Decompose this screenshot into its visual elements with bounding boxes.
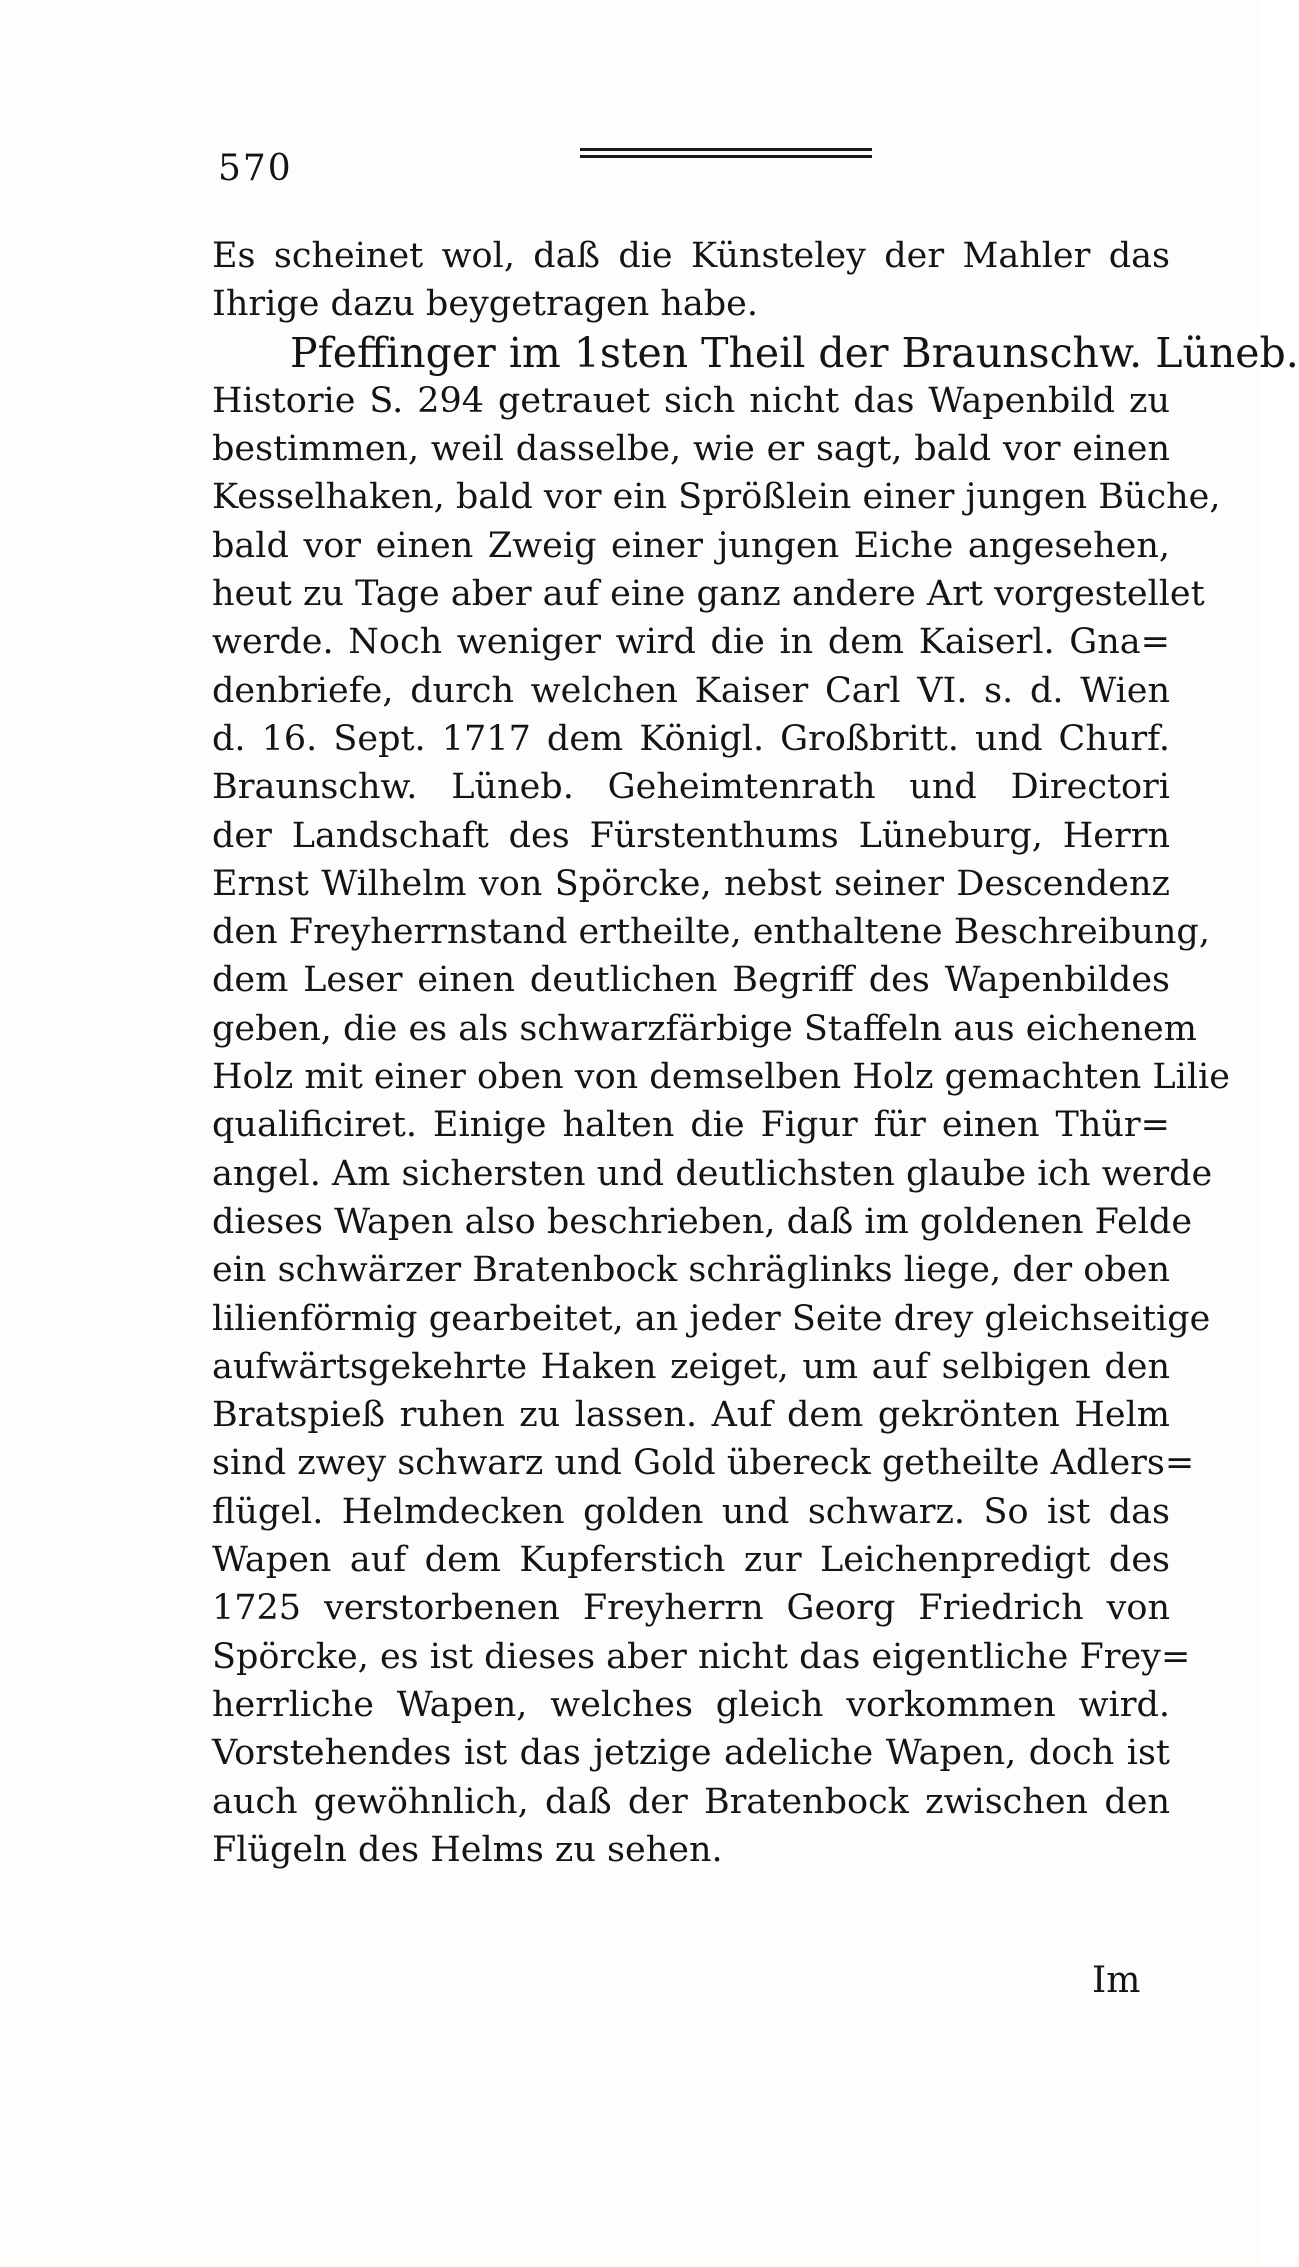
text-line: dem Leser einen deutlichen Begriff des Wapenbildes xyxy=(212,960,1170,1001)
text-line: Spörcke, es ist dieses aber nicht das eigentliche Frey= xyxy=(212,1636,1191,1677)
text-line: werde. Noch weniger wird die in dem Kaiserl. Gna= xyxy=(212,622,1170,663)
text-line: sind zwey schwarz und Gold übereck getheilte Adlers= xyxy=(212,1443,1195,1484)
body-text xyxy=(212,232,1299,1874)
text-line: angel. Am sichersten und deutlichsten glaube ich werde xyxy=(212,1153,1213,1194)
text-line: denbriefe, durch welchen Kaiser Carl VI. s. d. Wien xyxy=(212,670,1170,711)
text-line: der Landschaft des Fürstenthums Lüneburg, Herrn xyxy=(212,815,1170,856)
text-line: Vorstehendes ist das jetzige adeliche Wapen, doch ist xyxy=(212,1733,1170,1774)
text-line: Flügeln des Helms zu sehen. xyxy=(212,1829,723,1870)
text-line: aufwärtsgekehrte Haken zeiget, um auf selbigen den xyxy=(212,1346,1170,1387)
text-line: Es scheinet wol, daß die Künsteley der Mahler das xyxy=(212,236,1170,276)
header-rule-line xyxy=(580,155,872,158)
text-line: bald vor einen Zweig einer jungen Eiche angesehen, xyxy=(212,525,1170,566)
header-rule-line xyxy=(580,148,872,151)
text-line: den Freyherrnstand ertheilte, enthaltene Beschreibung, xyxy=(212,912,1210,953)
text-line: lilienförmig gearbeitet, an jeder Seite drey gleichseitige xyxy=(212,1298,1211,1339)
text-line: bestimmen, weil dasselbe, wie er sagt, bald vor einen xyxy=(212,429,1170,470)
page-number: 570 xyxy=(218,148,293,189)
text-line: auch gewöhnlich, daß der Bratenbock zwischen den xyxy=(212,1781,1170,1822)
text-line: flügel. Helmdecken golden und schwarz. So ist das xyxy=(212,1491,1170,1532)
text-line: 1725 verstorbenen Freyherrn Georg Friedrich von xyxy=(212,1588,1170,1629)
text-line: d. 16. Sept. 1717 dem Königl. Großbritt. und Churf. xyxy=(212,718,1170,759)
text-line: heut zu Tage aber auf eine ganz andere Art vorgestellet xyxy=(212,574,1205,615)
text-line: dieses Wapen also beschrieben, daß im goldenen Felde xyxy=(212,1201,1193,1242)
text-line: Braunschw. Lüneb. Geheimtenrath und Directori xyxy=(212,767,1170,808)
text-line: Wapen auf dem Kupferstich zur Leichenpredigt des xyxy=(212,1540,1170,1581)
text-line: Ernst Wilhelm von Spörcke, nebst seiner Descendenz xyxy=(212,863,1170,904)
paragraph-start-line: Pfeffinger im 1sten Theil der Braunschw. Lüneb. xyxy=(290,328,1299,377)
text-line: ein schwärzer Bratenbock schräglinks liege, der oben xyxy=(212,1250,1170,1291)
text-line: Bratspieß ruhen zu lassen. Auf dem gekrönten Helm xyxy=(212,1395,1170,1436)
text-line: qualificiret. Einige halten die Figur für einen Thür= xyxy=(212,1105,1170,1146)
text-line: Ihrige dazu beygetragen habe. xyxy=(212,284,759,325)
catchword: Im xyxy=(1092,1960,1141,2001)
text-line: herrliche Wapen, welches gleich vorkommen wird. xyxy=(212,1684,1170,1725)
text-line: Kesselhaken, bald vor ein Sprößlein einer jungen Büche, xyxy=(212,477,1221,518)
text-line: geben, die es als schwarzfärbige Staffeln aus eichenem xyxy=(212,1008,1197,1049)
text-line: Holz mit einer oben von demselben Holz gemachten Lilie xyxy=(212,1057,1230,1098)
header-rule xyxy=(580,148,872,162)
text-line: Historie S. 294 getrauet sich nicht das Wapenbild zu xyxy=(212,380,1170,421)
